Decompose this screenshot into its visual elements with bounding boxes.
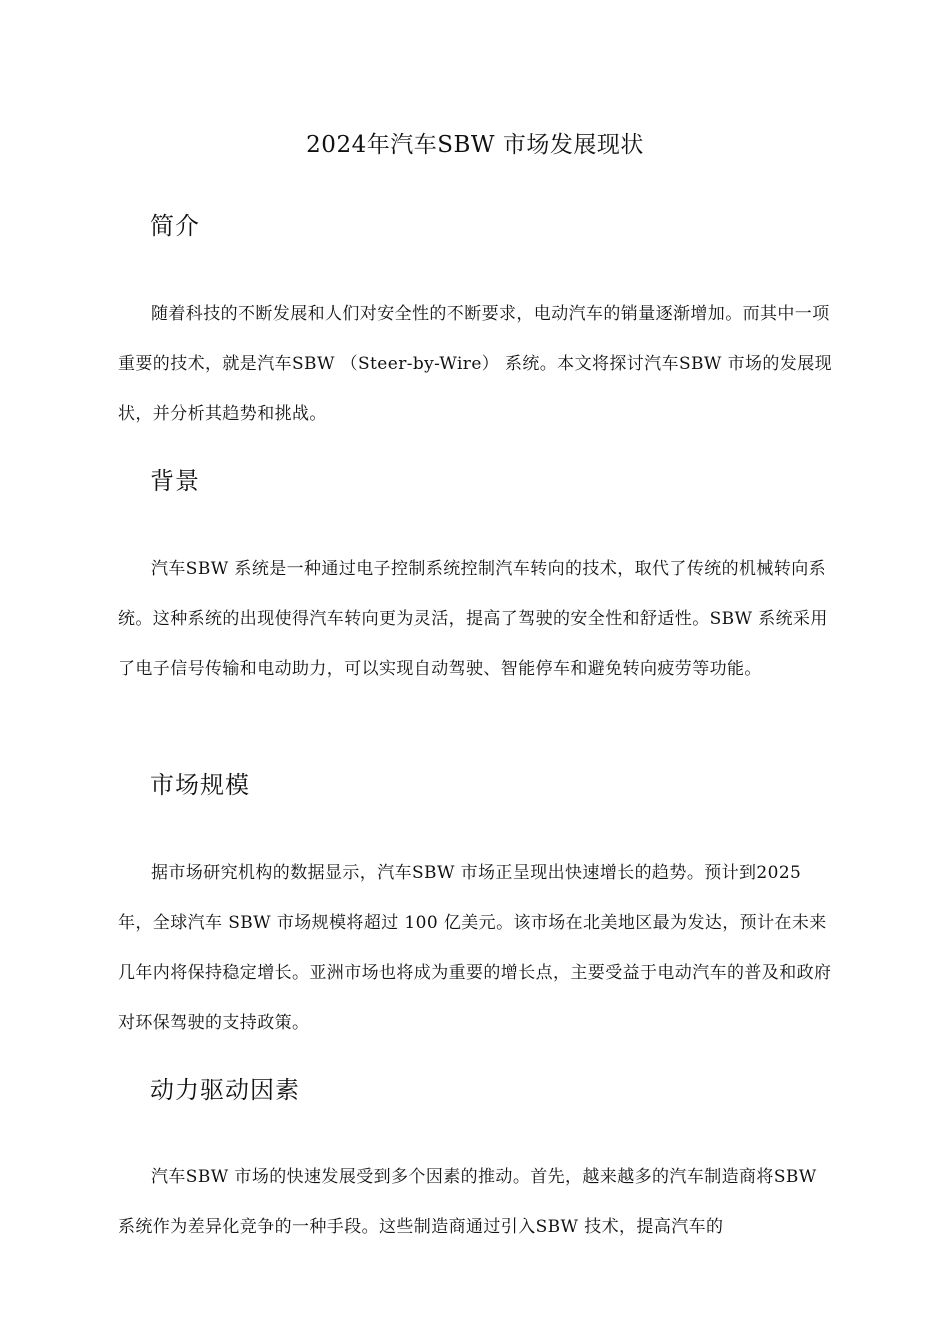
- document-title: 2024年汽车SBW 市场发展现状: [306, 132, 644, 158]
- section-body-market-size: 据市场研究机构的数据显示，汽车SBW 市场正呈现出快速增长的趋势。预计到2025 年，全球汽车 SBW 市场规模将超过 100 亿美元。该市场在北美地区最为发达，预计在未来几年内将保持稳定增长。亚洲市场也将成为重要的增长点，主要受益于电动汽车的普及和政府对环保驾驶的支持政策。: [118, 863, 832, 1033]
- section-body-drivers: 汽车SBW 市场的快速发展受到多个因素的推动。首先，越来越多的汽车制造商将SBW 系统作为差异化竞争的一种手段。这些制造商通过引入SBW 技术，提高汽车的: [118, 1167, 823, 1237]
- section-heading-drivers: 动力驱动因素: [150, 1076, 300, 1104]
- section-heading-background: 背景: [150, 467, 200, 495]
- section-body-intro: 随着科技的不断发展和人们对安全性的不断要求，电动汽车的销量逐渐增加。而其中一项重要的技术，就是汽车SBW （Steer-by-Wire） 系统。本文将探讨汽车SBW 市场的发展现状，并分析其趋势和挑战。: [118, 304, 833, 424]
- section-body-background: 汽车SBW 系统是一种通过电子控制系统控制汽车转向的技术，取代了传统的机械转向系统。这种系统的出现使得汽车转向更为灵活，提高了驾驶的安全性和舒适性。SBW 系统采用了电子信号传输和电动助力，可以实现自动驾驶、智能停车和避免转向疲劳等功能。: [118, 559, 828, 679]
- section-heading-market-size: 市场规模: [150, 771, 250, 799]
- section-heading-intro: 简介: [150, 212, 200, 240]
